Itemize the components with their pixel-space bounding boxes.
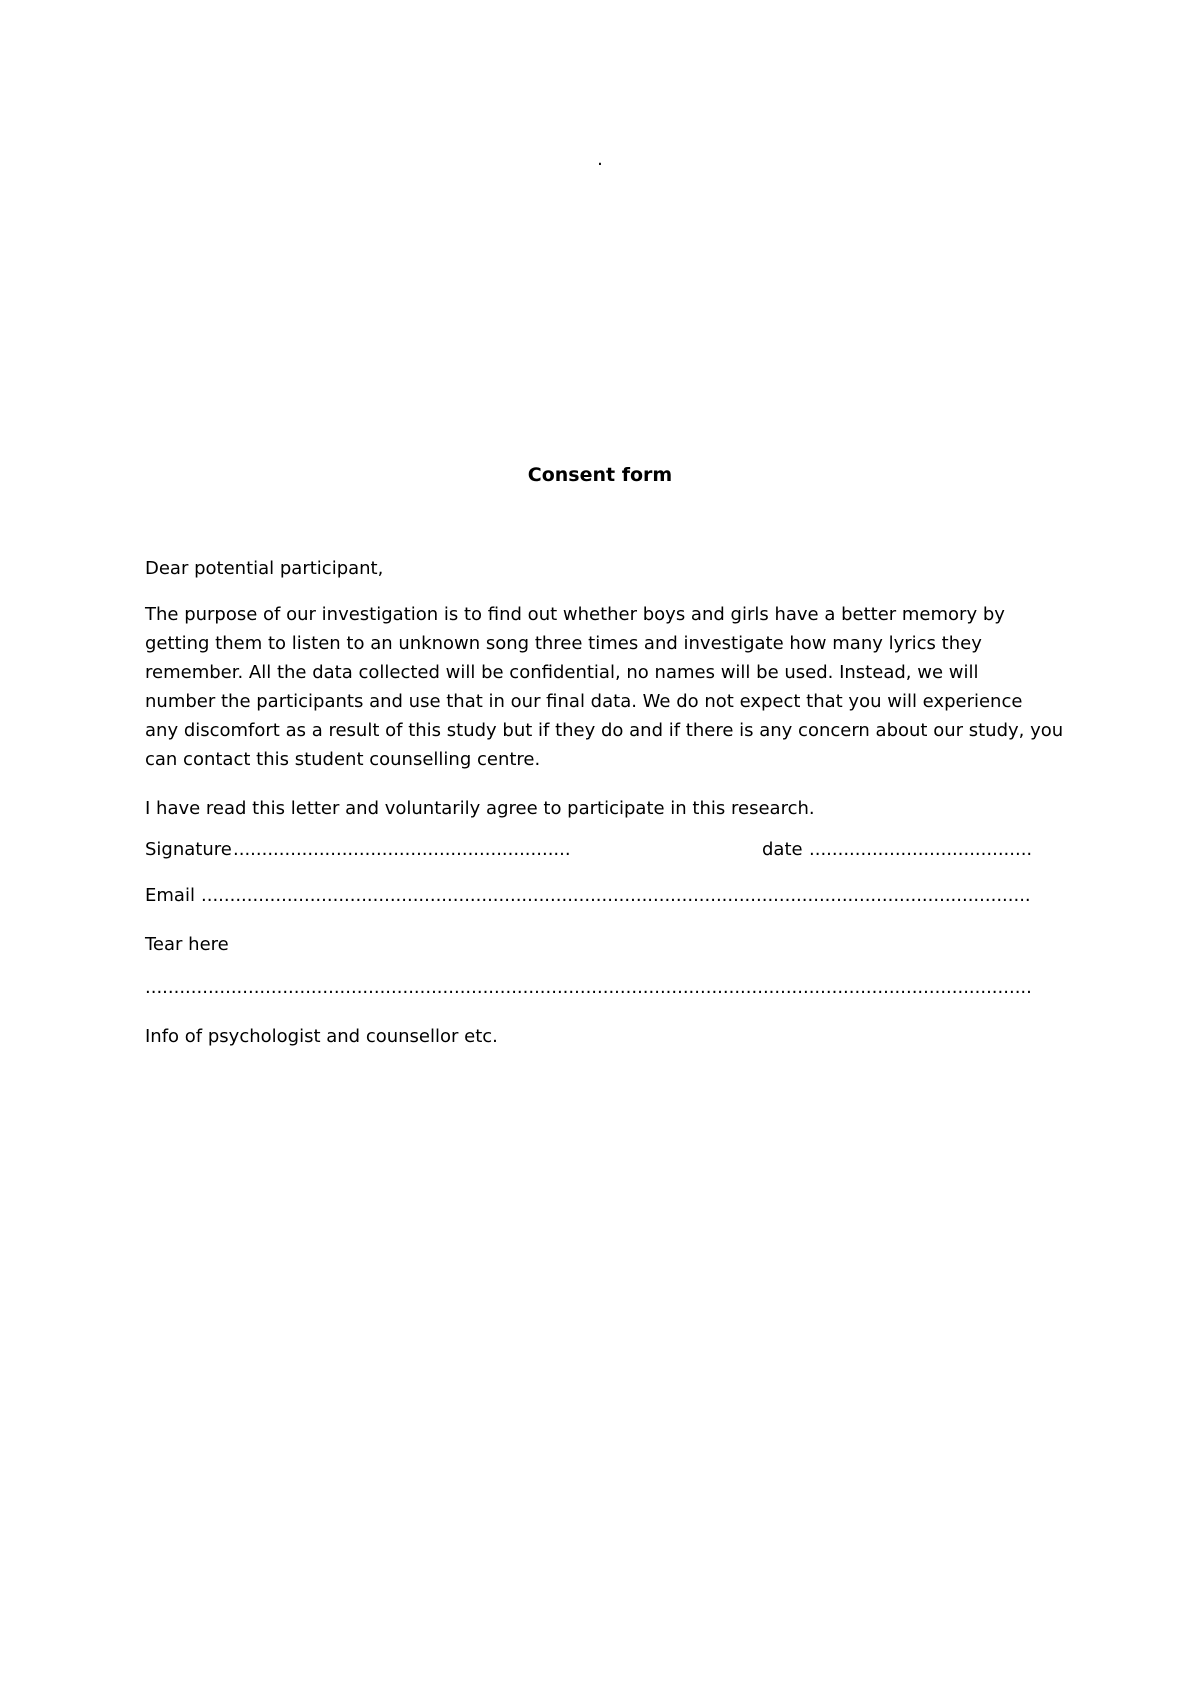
date-label: date [762,839,803,860]
paragraph-line: can contact this student counselling centre. [145,749,541,770]
signature-label: Signature [145,839,232,860]
paragraph-line: getting them to listen to an unknown song three times and investigate how many lyrics they [145,633,982,654]
page-title: Consent form [527,464,673,486]
info-text: Info of psychologist and counsellor etc. [145,1026,498,1047]
email-row [145,884,1075,910]
header-mark: . [597,149,603,170]
agreement-statement: I have read this letter and voluntarily agree to participate in this research. [145,798,815,819]
date-field[interactable] [809,838,1031,862]
paragraph-line: any discomfort as a result of this study but if they do and if there is any concern about our study, you [145,720,1064,741]
signature-field[interactable] [233,838,571,862]
tear-line [145,976,1031,1002]
paragraph-line: number the participants and use that in our final data. We do not expect that you will experience [145,691,1023,712]
paragraph-line: remember. All the data collected will be confidential, no names will be used. Instead, we will [145,662,979,683]
tear-here-label: Tear here [145,934,229,955]
greeting: Dear potential participant, [145,558,384,579]
signature-row [145,838,1075,864]
paragraph-line: The purpose of our investigation is to find out whether boys and girls have a better memory by [145,604,1005,625]
email-field[interactable] [201,884,1031,908]
email-label: Email [145,885,195,906]
